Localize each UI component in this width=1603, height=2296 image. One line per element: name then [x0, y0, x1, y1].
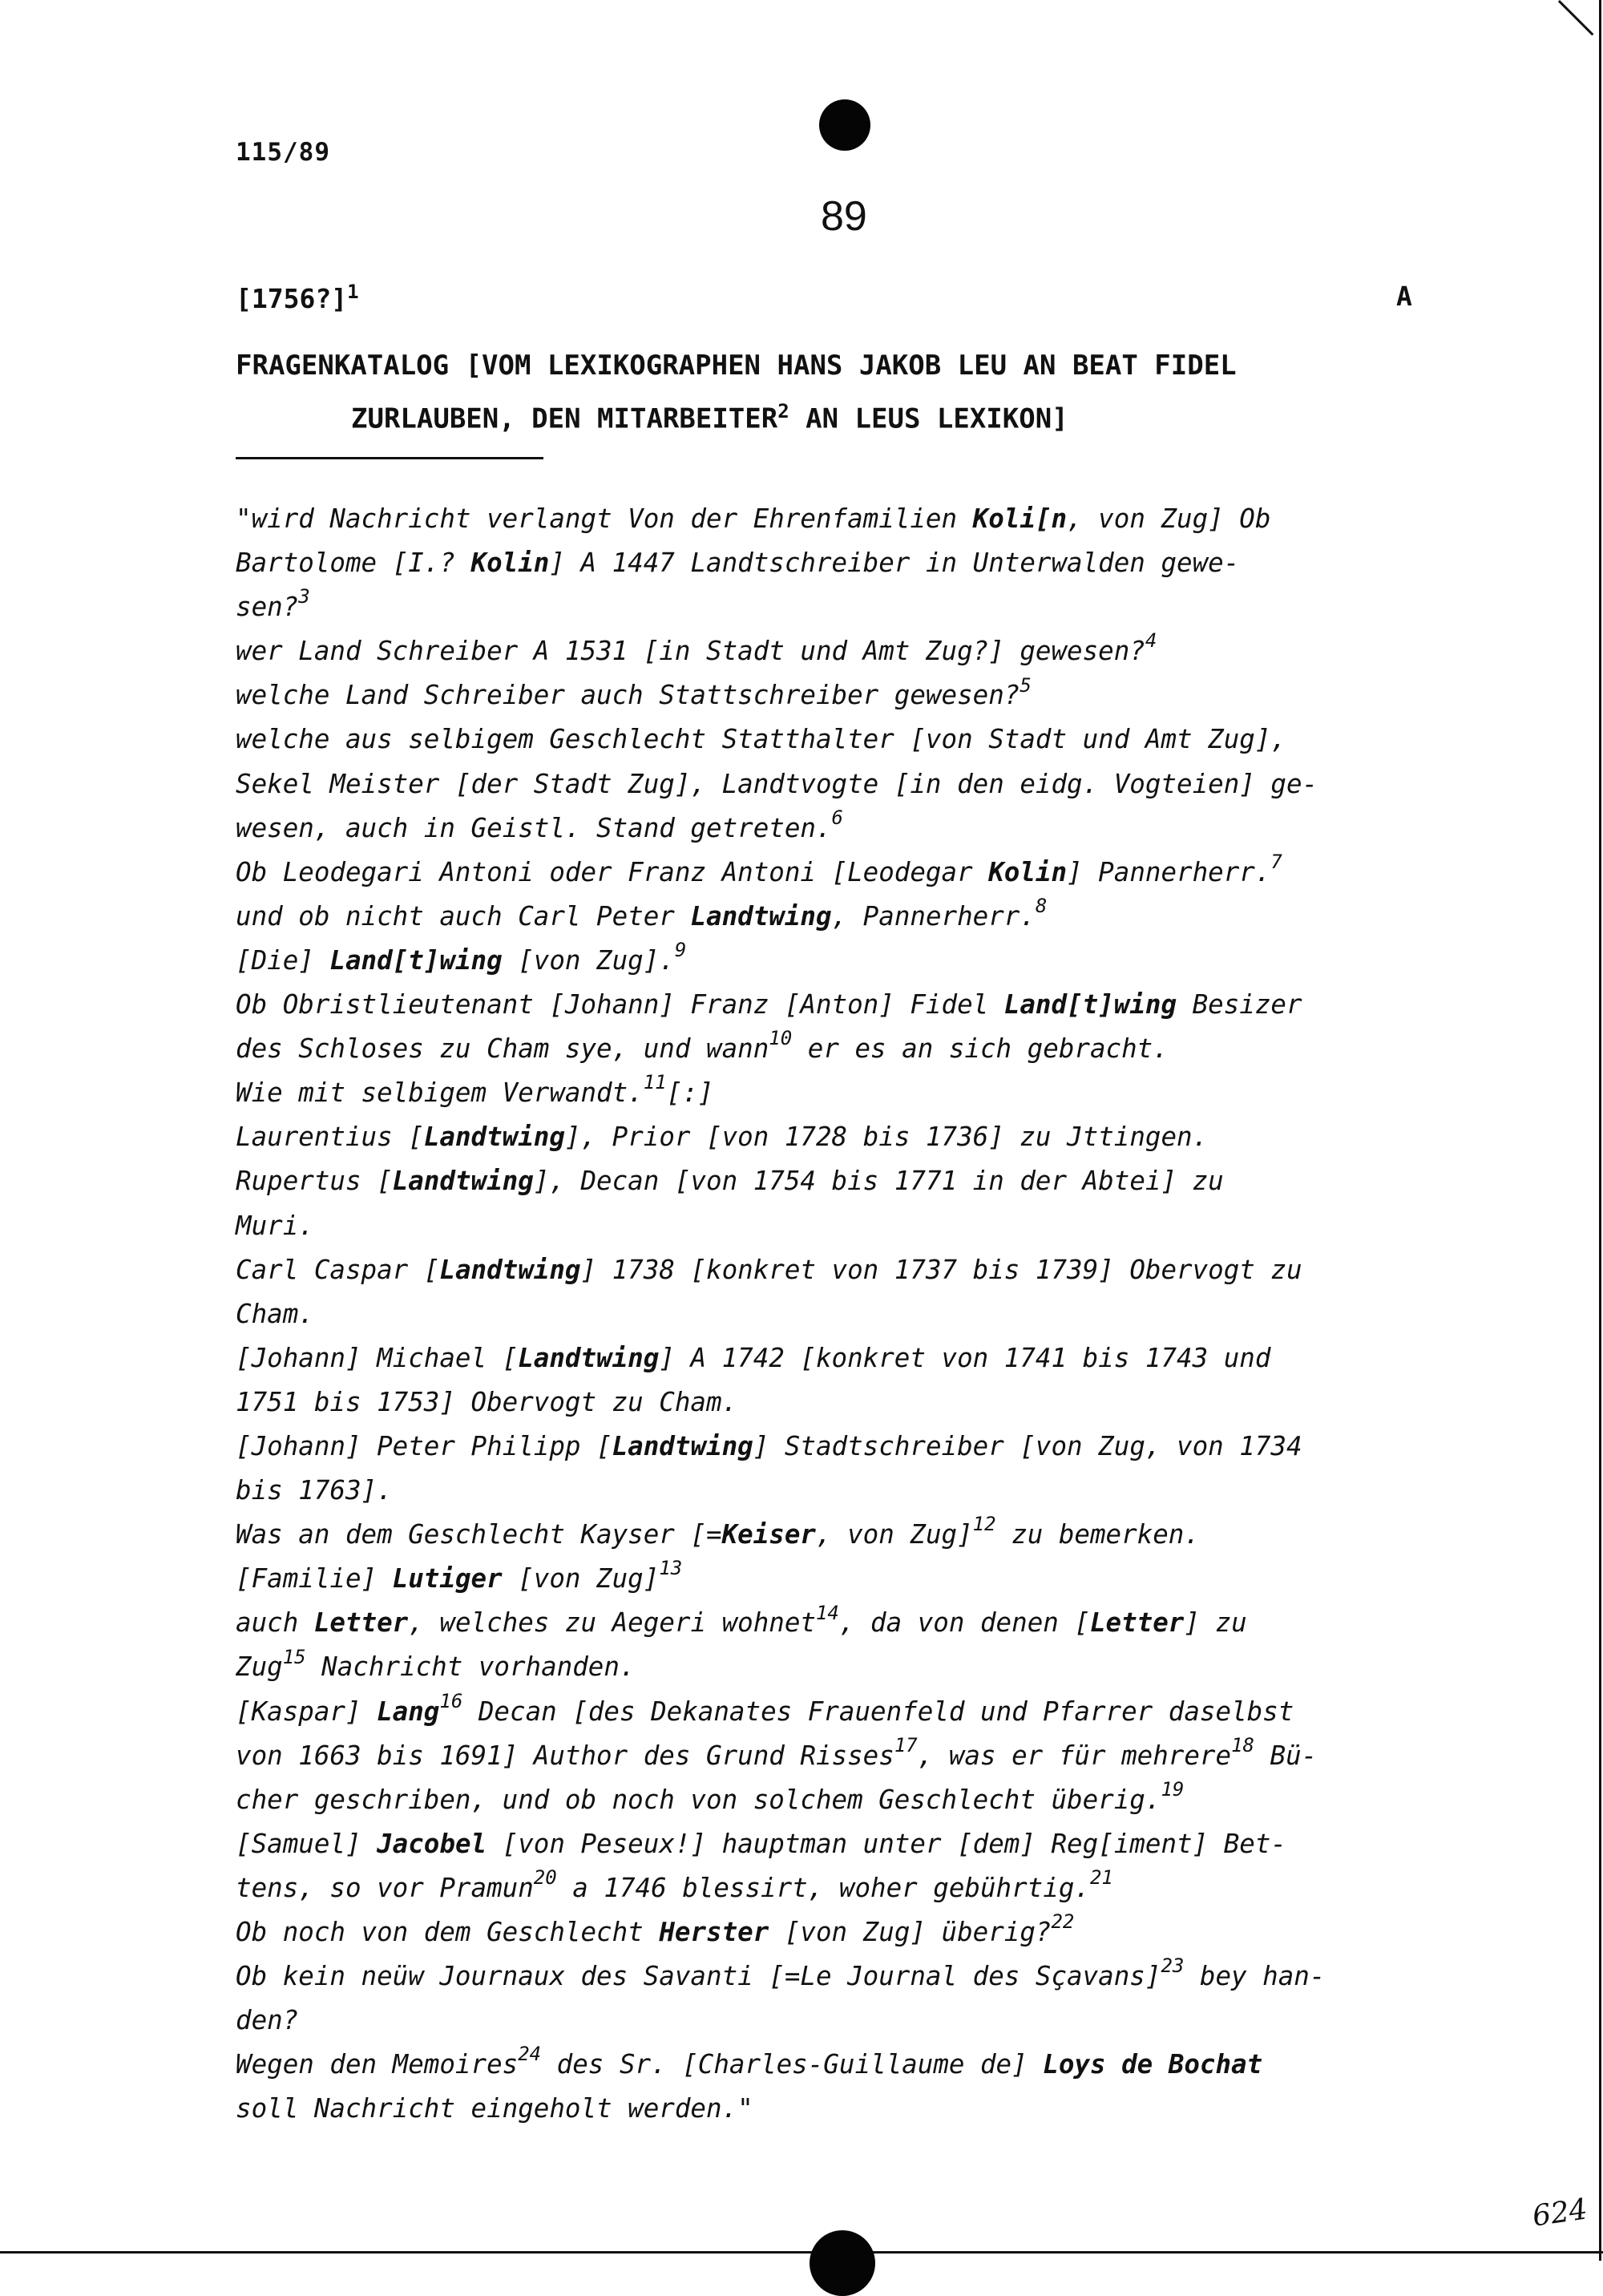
text-span: [Johann] Peter Philipp [	[236, 1430, 612, 1461]
page-edge-right	[1599, 0, 1601, 2261]
text-span: Laurentius [	[236, 1122, 424, 1153]
footnote-ref: 17	[894, 1733, 918, 1756]
family-name: Landtwing	[612, 1430, 753, 1461]
text-span: [von Zug] überig?	[769, 1917, 1052, 1947]
family-name: Landtwing	[518, 1342, 660, 1373]
footnote-ref: 20	[533, 1866, 557, 1890]
family-name: Herster	[659, 1917, 769, 1947]
text-line	[236, 585, 1470, 629]
text-span: welche Land Schreiber auch Stattschreiber gewesen?	[236, 680, 1020, 711]
text-line	[236, 1601, 1470, 1645]
text-span: Rupertus [	[236, 1166, 393, 1197]
text-span: soll Nachricht eingeholt werden."	[236, 2093, 753, 2124]
footnote-ref: 1	[347, 281, 359, 303]
text-span: Ob noch von dem Geschlecht	[236, 1917, 660, 1947]
family-name: Keiser	[721, 1519, 816, 1550]
text-line	[236, 1822, 1470, 1866]
text-span: Zug	[236, 1651, 283, 1683]
text-line	[236, 851, 1470, 895]
document-date	[236, 281, 359, 314]
text-span: Ob Leodegari Antoni oder Franz Antoni [Leodegar	[236, 856, 989, 887]
family-name: Landtwing	[392, 1166, 534, 1197]
footnote-ref: 21	[1089, 1866, 1113, 1890]
text-line	[236, 1425, 1470, 1469]
family-name: Land[t]wing	[1003, 989, 1177, 1021]
footnote-ref: 14	[815, 1601, 839, 1624]
text-span: sen?	[236, 592, 299, 623]
text-span: Carl Caspar [	[236, 1254, 440, 1285]
footnote-ref: 2	[777, 400, 789, 422]
footnote-ref: 12	[972, 1513, 996, 1536]
footnote-ref: 15	[282, 1645, 306, 1668]
text-span: , was er für mehrere	[917, 1740, 1232, 1771]
text-line	[236, 629, 1470, 673]
footnote-ref: 9	[674, 939, 687, 962]
page-number: 89	[821, 193, 867, 240]
footnote-ref: 22	[1051, 1910, 1075, 1934]
text-line	[236, 1954, 1470, 1999]
footnote-ref: 24	[518, 2043, 542, 2066]
text-line	[236, 983, 1470, 1027]
text-span: [Familie]	[236, 1563, 393, 1595]
text-line	[236, 2043, 1470, 2087]
document-title	[236, 343, 1237, 442]
family-name: Land[t]wing	[329, 944, 503, 976]
text-span: welche aus selbigem Geschlecht Statthalter [von Stadt und Amt Zug],	[236, 724, 1286, 755]
text-line	[236, 1071, 1470, 1115]
text-line	[236, 1380, 1470, 1425]
text-span: , da von denen [	[838, 1607, 1090, 1639]
text-line	[236, 939, 1470, 983]
question-catalog-text	[236, 497, 1470, 2131]
footnote-ref: 13	[659, 1557, 683, 1580]
text-span: des Sr. [Charles-Guillaume de]	[541, 2049, 1044, 2080]
text-span: wer Land Schreiber A 1531 [in Stadt und Amt Zug?] gewesen?	[236, 636, 1145, 667]
text-span: ] 1738 [konkret von 1737 bis 1739] Obervogt zu	[580, 1254, 1302, 1285]
text-line	[236, 1115, 1470, 1159]
text-line	[236, 497, 1470, 541]
text-span: tens, so vor Pramun	[236, 1872, 534, 1903]
family-name: Landtwing	[423, 1122, 565, 1153]
text-span: , Pannerherr.	[831, 900, 1036, 932]
document-serial: 115/89	[236, 138, 330, 167]
text-line	[236, 1557, 1470, 1601]
text-line	[236, 1159, 1470, 1203]
text-line	[236, 1027, 1470, 1071]
text-span: des Schloses zu Cham sye, und wann	[236, 1033, 769, 1065]
punch-hole-bottom	[810, 2230, 875, 2296]
footnote-ref: 16	[439, 1689, 463, 1712]
text-span: [von Peseux!] hauptman unter [dem] Reg[iment] Bet-	[487, 1828, 1286, 1859]
text-span: Cham.	[236, 1298, 314, 1329]
text-span: 1751 bis 1753] Obervogt zu Cham.	[236, 1386, 738, 1417]
text-line	[236, 1645, 1470, 1689]
text-span: ] A 1447 Landtschreiber in Unterwalden gewe-	[549, 548, 1240, 579]
family-name: Kolin	[988, 856, 1068, 887]
text-span: bey han-	[1184, 1961, 1326, 1992]
footnote-ref: 23	[1161, 1954, 1185, 1978]
text-span: ] Pannerherr.	[1067, 856, 1271, 887]
text-span: auch	[236, 1607, 314, 1639]
family-name: Loys de Bochat	[1043, 2049, 1263, 2080]
text-span: Ob Obristlieutenant [Johann] Franz [Anton] Fidel	[236, 989, 1004, 1021]
text-line	[236, 2087, 1470, 2131]
text-line	[236, 1690, 1470, 1734]
footnote-ref: 7	[1270, 850, 1282, 873]
text-span: [Kaspar]	[236, 1696, 378, 1727]
text-line	[236, 1336, 1470, 1380]
punch-hole-top	[819, 99, 870, 151]
text-span: und ob nicht auch Carl Peter	[236, 900, 691, 932]
text-span: Bartolome [I.?	[236, 548, 471, 579]
family-name: Landtwing	[439, 1254, 581, 1285]
family-name: Letter	[1089, 1607, 1185, 1639]
text-span: , welches zu Aegeri wohnet	[408, 1607, 816, 1639]
text-line	[236, 1866, 1470, 1910]
text-line	[236, 1204, 1470, 1248]
document-category: A	[1396, 281, 1412, 312]
text-line	[236, 1248, 1470, 1292]
footnote-ref: 8	[1035, 895, 1048, 918]
text-span: "wird Nachricht verlangt Von der Ehrenfamilien	[236, 503, 973, 534]
text-line	[236, 673, 1470, 718]
footnote-ref: 3	[298, 585, 310, 608]
footnote-ref: 4	[1145, 629, 1157, 653]
text-span: Decan [des Dekanates Frauenfeld und Pfarrer daselbst	[462, 1696, 1294, 1727]
text-span: wesen, auch in Geistl. Stand getreten.	[236, 812, 832, 843]
date-text: [1756?]	[236, 283, 348, 314]
family-name: Jacobel	[377, 1828, 487, 1859]
text-span: Nachricht vorhanden.	[305, 1651, 636, 1683]
family-name: Letter	[313, 1607, 409, 1639]
text-span: ] zu	[1184, 1607, 1247, 1639]
text-span: den?	[236, 2005, 299, 2036]
text-span: Besizer	[1177, 989, 1302, 1021]
text-line	[236, 718, 1470, 762]
text-span: [von Zug].	[502, 944, 675, 976]
family-name: Landtwing	[690, 900, 832, 932]
text-span: Ob kein neüw Journaux des Savanti [=Le Journal des Sçavans]	[236, 1961, 1161, 1992]
footnote-ref: 5	[1020, 673, 1032, 697]
text-line	[236, 1513, 1470, 1557]
text-span: , von Zug]	[815, 1519, 973, 1550]
text-line	[236, 762, 1470, 806]
text-line	[236, 1778, 1470, 1822]
text-span: [Die]	[236, 944, 330, 976]
text-span: Was an dem Geschlecht Kayser [=	[236, 1519, 722, 1550]
page-corner-mark	[1558, 0, 1594, 36]
title-text: AN LEUS LEXIKON]	[789, 402, 1068, 435]
text-span: [:]	[666, 1077, 714, 1109]
text-line	[236, 1292, 1470, 1336]
text-span: [Johann] Michael [	[236, 1342, 519, 1373]
text-span: zu bemerken.	[995, 1519, 1200, 1550]
page-edge-bottom	[0, 2251, 1603, 2254]
footnote-ref: 6	[831, 806, 843, 829]
text-span: a 1746 blessirt, woher gebührtig.	[556, 1872, 1090, 1903]
text-span: von 1663 bis 1691] Author des Grund Risses	[236, 1740, 894, 1771]
text-span: ] Stadtschreiber [von Zug, von 1734	[753, 1430, 1302, 1461]
text-span: ], Decan [von 1754 bis 1771 in der Abtei] zu	[533, 1166, 1224, 1197]
footnote-ref: 10	[769, 1027, 793, 1050]
title-divider	[236, 457, 543, 459]
text-line	[236, 806, 1470, 851]
family-name: Kolin	[470, 548, 550, 579]
text-line	[236, 1910, 1470, 1954]
text-line	[236, 1734, 1470, 1778]
text-span: ], Prior [von 1728 bis 1736] zu Jttingen.	[564, 1122, 1209, 1153]
title-text: ZURLAUBEN, DEN MITARBEITER	[351, 402, 778, 435]
handwritten-page-note: 624	[1530, 2193, 1590, 2233]
family-name: Koli[n	[972, 503, 1068, 534]
text-span: ] A 1742 [konkret von 1741 bis 1743 und	[659, 1342, 1271, 1373]
text-line	[236, 1469, 1470, 1513]
text-span: Wegen den Memoires	[236, 2049, 519, 2080]
text-span: Bü-	[1254, 1740, 1318, 1771]
title-line-2	[236, 389, 1237, 442]
footnote-ref: 18	[1231, 1733, 1254, 1756]
text-span: bis 1763].	[236, 1475, 393, 1506]
text-span: er es an sich gebracht.	[792, 1033, 1169, 1065]
text-span: [Samuel]	[236, 1828, 378, 1859]
family-name: Lutiger	[392, 1563, 503, 1595]
text-span: Muri.	[236, 1210, 314, 1241]
text-span: cher geschriben, und ob noch von solchem Geschlecht überig.	[236, 1784, 1161, 1815]
text-line	[236, 895, 1470, 939]
footnote-ref: 19	[1161, 1777, 1185, 1801]
text-line	[236, 541, 1470, 585]
family-name: Lang	[377, 1696, 440, 1727]
text-span: Sekel Meister [der Stadt Zug], Landtvogte [in den eidg. Vogteien] ge-	[236, 768, 1318, 799]
text-line	[236, 1999, 1470, 2043]
text-span: Wie mit selbigem Verwandt.	[236, 1077, 644, 1109]
text-span: [von Zug]	[502, 1563, 660, 1595]
footnote-ref: 11	[643, 1071, 667, 1094]
text-span: , von Zug] Ob	[1067, 503, 1271, 534]
title-line-1: FRAGENKATALOG [VOM LEXIKOGRAPHEN HANS JAKOB LEU AN BEAT FIDEL	[236, 350, 1237, 382]
